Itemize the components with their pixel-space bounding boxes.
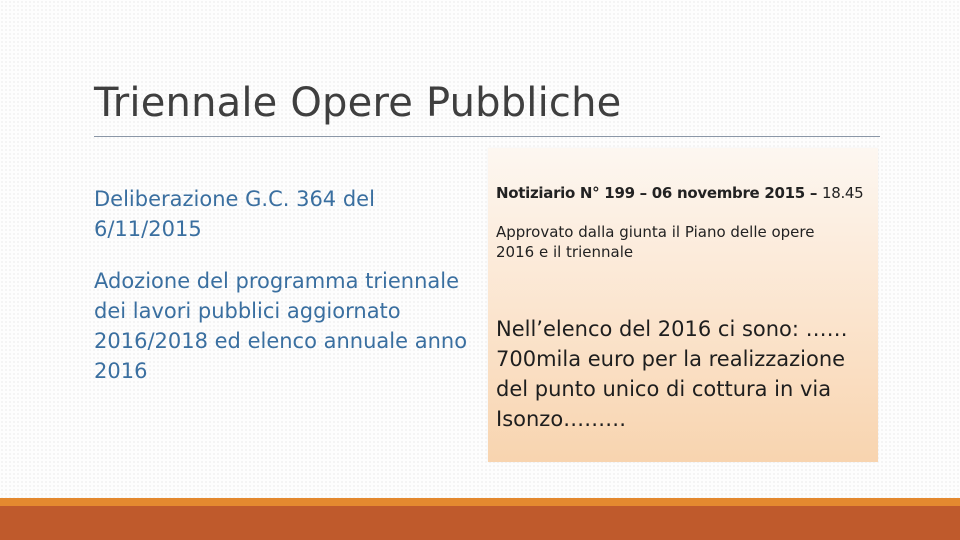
slide-title: Triennale Opere Pubbliche — [94, 80, 622, 126]
news-headline-time: 18.45 — [821, 184, 864, 202]
news-subtext: Approvato dalla giunta il Piano delle opere 2016 e il triennale — [496, 223, 815, 261]
news-card — [488, 148, 878, 462]
news-body: Nell’elenco del 2016 ci sono: …… 700mila euro per la realizzazione del punto unico di cottura in via Isonzo……… — [496, 317, 848, 431]
footer-bar — [0, 506, 960, 540]
news-headline-text: Notiziario N° 199 – 06 novembre 2015 – — [496, 184, 818, 202]
title-divider — [94, 136, 880, 137]
footer-accent-stripe — [0, 498, 960, 506]
left-column — [94, 184, 474, 386]
program-adoption-text: Adozione del programma triennale dei lavori pubblici aggiornato 2016/2018 ed elenco annuale anno 2016 — [94, 269, 468, 383]
deliberation-reference: Deliberazione G.C. 364 del 6/11/2015 — [94, 187, 375, 241]
news-headline — [496, 184, 863, 202]
